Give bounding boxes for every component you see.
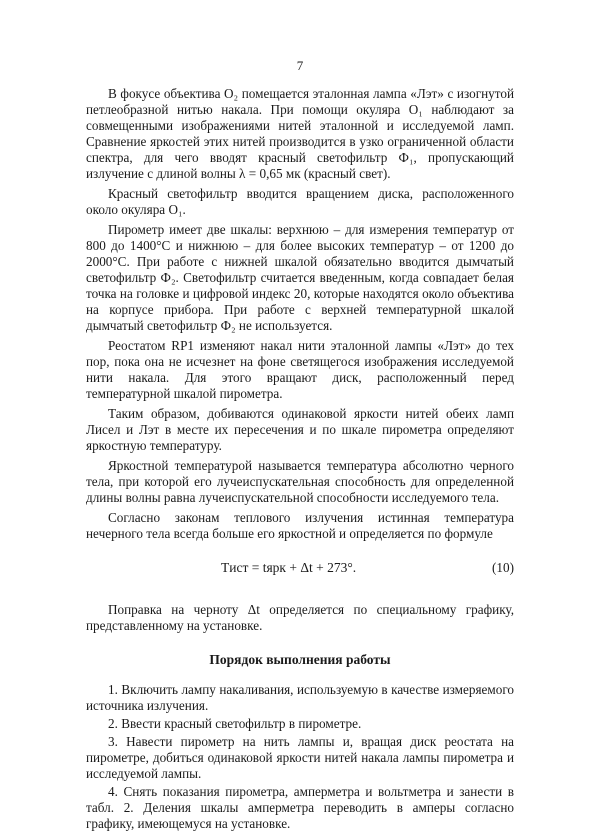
paragraph-red-filter: Красный светофильтр вводится вращением диска, расположенного около окуляра О₁.: [86, 186, 514, 217]
step-item: 3. Навести пирометр на нить лампы и, вращая диск реостата на пирометре, добиться одинаковой яркости нитей накала лампы пирометра и исследуемой лампы.: [86, 734, 514, 781]
paragraph-true-temperature: Согласно законам теплового излучения истинная температура нечерного тела всегда больше его яркостной и определяется по формуле: [86, 510, 514, 541]
paragraph-objective-lamp: В фокусе объектива О₂ помещается эталонная лампа «Лэт» с изогнутой петлеобразной нитью накала. При помощи окуляра О₁ наблюдают за совмещенными изображениями нитей эталонной и исследуемой ламп. Сравнение яркостей этих нитей производится в узко ограниченной области спектра, для чего вводят красный светофильтр Ф₁, пропускающий излучение с длиной волны λ = 0,65 мк (красный свет).: [86, 86, 514, 181]
step-item: 1. Включить лампу накаливания, используемую в качестве измеряемого источника излучения.: [86, 682, 514, 713]
formula-number: (10): [492, 560, 514, 575]
section-heading: Порядок выполнения работы: [209, 652, 391, 667]
document-body: [86, 86, 514, 834]
paragraph-rheostat: Реостатом RP1 изменяют накал нити эталонной лампы «Лэт» до тех пор, пока она не исчезнет на фоне светящегося изображения исследуемой нити накала. Для этого вращают диск, расположенный перед температурной шкалой пирометра.: [86, 338, 514, 401]
paragraph-equal-brightness: Таким образом, добиваются одинаковой яркости нитей обеих ламп Лисел и Лэт в месте их пересечения и по шкале пирометра определяют яркостную температуру.: [86, 406, 514, 453]
formula: Tист = tярк + Δt + 273°.: [221, 560, 357, 575]
paragraph-scales: Пирометр имеет две шкалы: верхнюю – для измерения температур от 800 до 1400°С и нижнюю – для более высоких температур – от 1200 до 2000°С. При работе с нижней шкалой обязательно вводится дымчатый светофильтр Ф₂. Светофильтр считается введенным, когда совпадает белая точка на головке и цифровой индекс 20, которые находятся около объектива на корпусе прибора. При работе с верхней температурной шкалой дымчатый светофильтр Ф₂ не используется.: [86, 222, 514, 333]
formula-row: [86, 560, 514, 578]
paragraph-brightness-temperature: Яркостной температурой называется температура абсолютно черного тела, при которой его лучеиспускательная способность для определенной длины волны равна лучеиспускательной способности исследуемого тела.: [86, 458, 514, 505]
page-number: 7: [296, 58, 304, 73]
step-item: 4. Снять показания пирометра, амперметра и вольтметра и занести в табл. 2. Деления шкалы амперметра переводить в амперы согласно графику, имеющемуся на установке.: [86, 784, 514, 831]
paragraph-correction: Поправка на черноту Δt определяется по специальному графику, представленному на установке.: [86, 602, 514, 633]
step-item: 2. Ввести красный светофильтр в пирометре.: [108, 716, 362, 731]
